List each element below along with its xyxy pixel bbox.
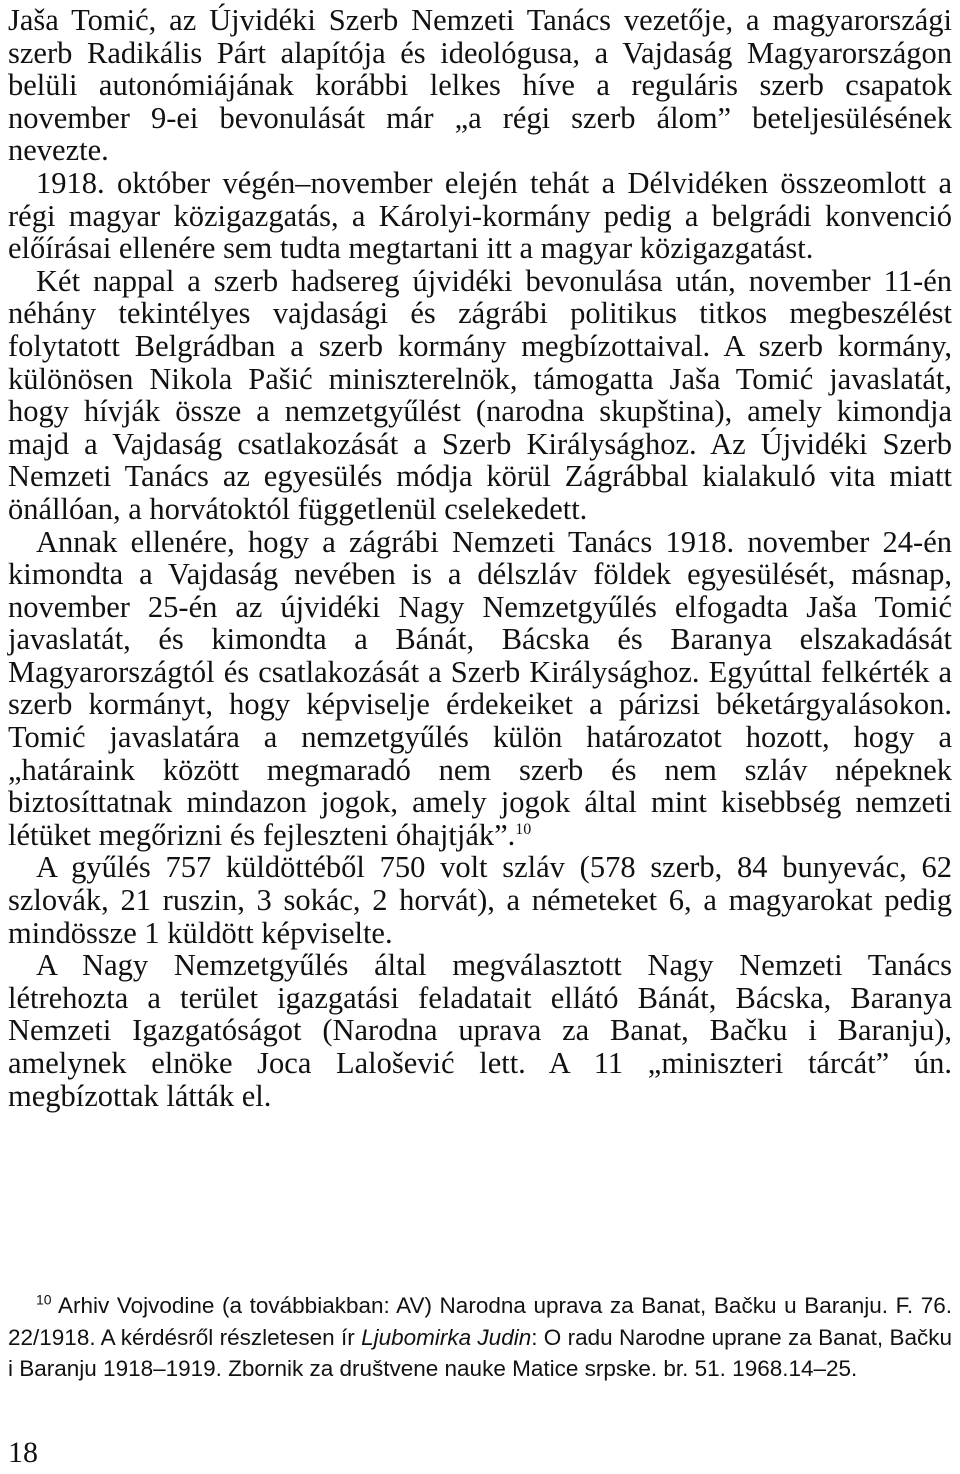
footnote-text-a: Arhiv Vojvodine (a továbbiakban: AV) Narodna uprava za Banat, Bačku u Baranju. F. 76. 22/1918. A kérdésről részletesen ír	[8, 1293, 952, 1350]
footnote-paragraph	[8, 1290, 952, 1385]
paragraph-6: A Nagy Nemzetgyűlés által megválasztott Nagy Nemzeti Tanács létrehozta a terület igazgatási feladatait ellátó Bánát, Bácska, Baranya Nemzeti Igazgatóságot (Narodna uprava za Banat, Bačku i Baranju), amelynek elnöke Joca Lalošević lett. A 11 „miniszteri tárcát” ún. megbízottak látták el.	[8, 948, 952, 1113]
footnote-text-b: : O radu Narodne uprane za Banat, Bačku i Baranju 1918–1919. Zbornik za društvene nauke Matice srpske. br. 51. 1968.14–25.	[8, 1324, 952, 1381]
footnote-marker: 10	[36, 1291, 52, 1308]
paragraph-4-text: Annak ellenére, hogy a zágrábi Nemzeti Tanács 1918. november 24-én kimondta a Vajdaság nevében is a délszláv földek egyesülését, másnap, november 25-én az újvidéki Nagy Nemzetgyűlés elfogadta Jaša Tomić javaslatát, és kimondta a Bánát, Bácska és Baranya elszakadását Magyarországtól és csatlakozását a Szerb Királysághoz. Egyúttal felkérték a szerb kormányt, hogy képviselje érdekeiket a párizsi béketárgyalásokon. Tomić javaslatára a nemzetgyűlés külön határozatot hozott, hogy a „határaink között megmaradó nem szerb és nem szláv népeknek biztosíttatnak mindazon jogok, amely jogok által mint kisebbség nemzeti létüket megőrizni és fejleszteni óhajtják”.	[8, 524, 952, 852]
paragraph-5: A gyűlés 757 küldöttéből 750 volt szláv (578 szerb, 84 bunyevác, 62 szlovák, 21 ruszin, 3 sokác, 2 horvát), a németeket 6, a magyarokat pedig mindössze 1 küldött képviselte.	[8, 850, 952, 950]
paragraph-2: 1918. október végén–november elején tehát a Délvidéken összeomlott a régi magyar közigazgatás, a Károlyi-kormány pedig a belgrádi konvenció előírásai ellenére sem tudta megtartani itt a magyar közigazgatást.	[8, 165, 952, 266]
paragraph-4	[8, 526, 952, 852]
body-text	[8, 4, 952, 1112]
footnote-author: Ljubomirka Judin	[361, 1324, 532, 1350]
page-number: 18	[8, 1436, 38, 1469]
paragraph-3: Két nappal a szerb hadsereg újvidéki bevonulása után, november 11-én néhány tekintélyes vajdasági és zágrábi politikus titkos megbeszélést folytatott Belgrádban a szerb kormány megbízottaival. A szerb kormány, különösen Nikola Pašić miniszterelnök, támogatta Jaša Tomić javaslatát, hogy hívják össze a nemzetgyűlést (narodna skupština), amely kimondja majd a Vajdaság csatlakozását a Szerb Királysághoz. Az Újvidéki Szerb Nemzeti Tanács az egyesülés módja körül Zágrábbal kialakuló vita miatt önállóan, a horvátoktól függetlenül cselekedett.	[8, 263, 952, 526]
paragraph-1: Jaša Tomić, az Újvidéki Szerb Nemzeti Tanács vezetője, a magyarországi szerb Radikális Párt alapítója és ideológusa, a Vajdaság Magyarországon belüli autonómiájának korábbi lelkes híve a reguláris szerb csapatok november 9-ei bevonulását már „a régi szerb álom” beteljesülésének nevezte.	[8, 3, 952, 168]
footnote-reference: 10	[515, 820, 532, 838]
footnote	[8, 1290, 952, 1385]
